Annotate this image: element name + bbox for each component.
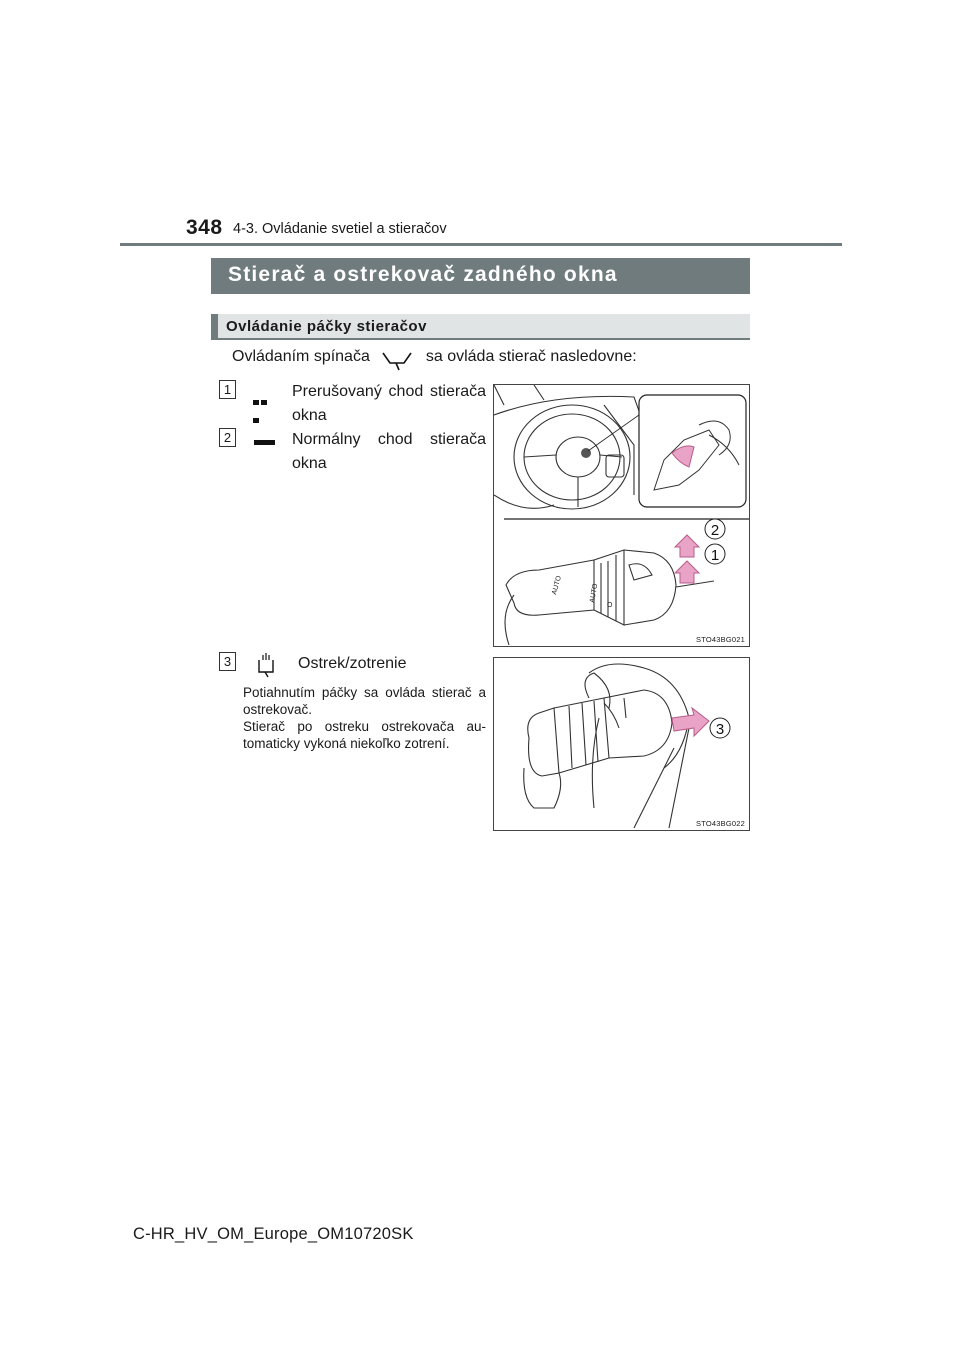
intro-sentence	[232, 348, 637, 366]
header-divider	[120, 243, 842, 246]
item-1-text: Prerušovaný chod stierača okna	[292, 383, 486, 424]
page-number: 348	[186, 216, 223, 239]
document-id: C-HR_HV_OM_Europe_OM10720SK	[133, 1225, 414, 1243]
intro-text-after: sa ovláda stierač nasledovne:	[425, 348, 637, 365]
washer-pull-illustration	[494, 658, 749, 830]
figure-washer-pull	[493, 657, 750, 831]
item-number-3: 3	[219, 652, 236, 671]
normal-wiper-symbol	[254, 440, 275, 445]
figure-wiper-lever	[493, 384, 750, 647]
item-3-description-line-1: Potiahnutím páčky sa ovláda stierač a ostrekovač.	[243, 685, 486, 717]
item-3-description-line-2: Stierač po ostreku ostrekovača au-tomaticky vykoná niekoľko zotrení.	[243, 719, 486, 751]
wiper-lever-illustration	[494, 385, 749, 646]
callout-3: 3	[715, 721, 725, 738]
lever-label-off: O	[607, 602, 613, 609]
intermittent-wiper-symbol	[253, 392, 276, 398]
figure-code-2: STO43BG022	[696, 819, 745, 828]
figure-code-1: STO43BG021	[696, 635, 745, 644]
item-3-description	[243, 684, 486, 752]
rear-wiper-switch-icon	[380, 349, 414, 371]
lever-label-auto-1: AUTO	[551, 575, 563, 596]
washer-spray-icon	[256, 652, 276, 678]
subsection-header	[211, 314, 750, 340]
item-number-1: 1	[219, 380, 236, 399]
intro-text-before: Ovládaním spínača	[232, 348, 370, 365]
lever-label-auto-2: AUTO	[589, 583, 600, 604]
section-breadcrumb: 4-3. Ovládanie svetiel a stieračov	[233, 221, 447, 237]
item-number-2: 2	[219, 428, 236, 447]
item-2-text: Normálny chod stierača okna	[292, 431, 486, 472]
callout-1: 1	[710, 547, 720, 564]
subsection-accent	[211, 314, 218, 338]
item-3-text: Ostrek/zotrenie	[298, 655, 407, 672]
subsection-title: Ovládanie páčky stieračov	[226, 318, 427, 335]
callout-2: 2	[710, 522, 720, 539]
section-title: Stierač a ostrekovač zadného okna	[211, 258, 750, 294]
